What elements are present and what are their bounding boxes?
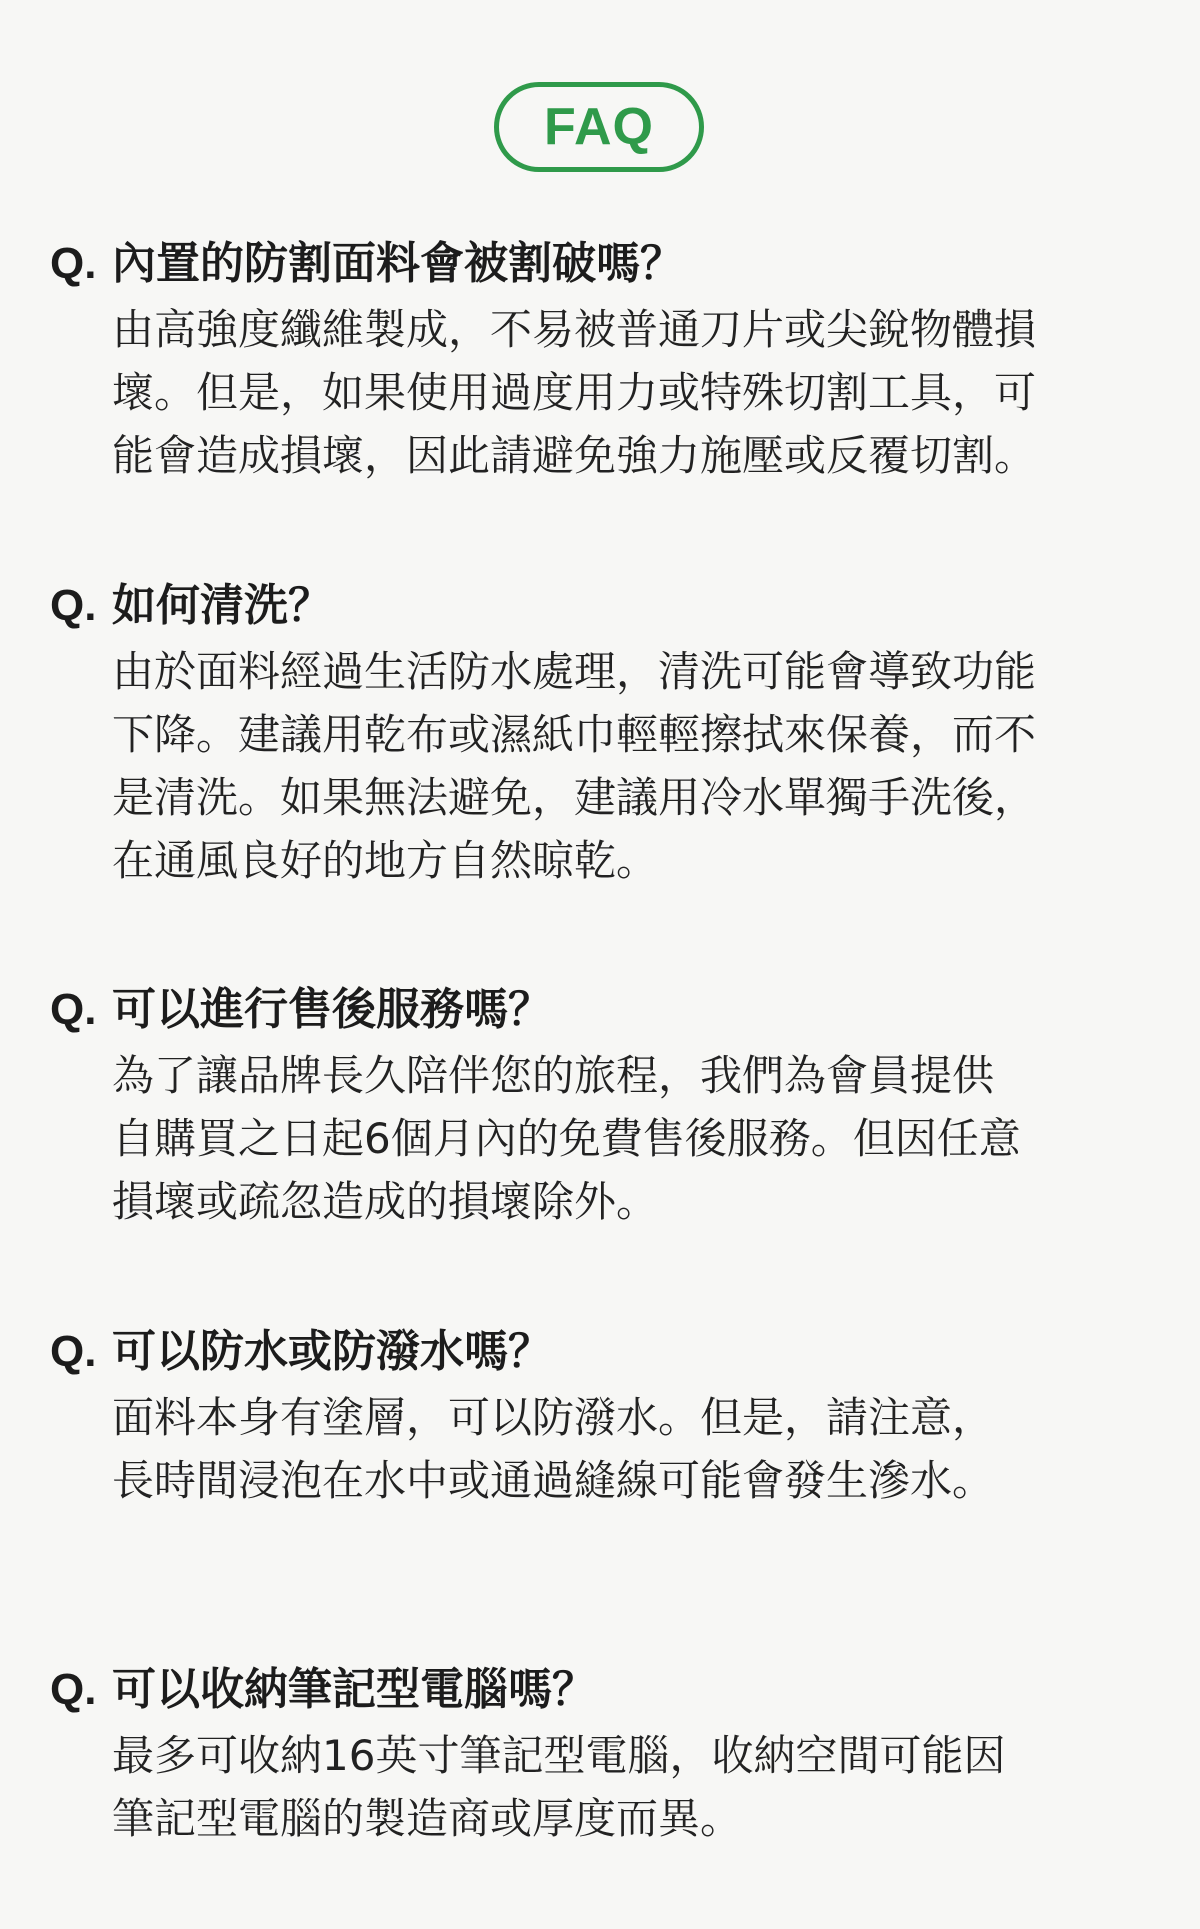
question-prefix: Q. (50, 239, 97, 288)
answer-line: 長時間浸泡在水中或通過縫線可能會發生滲水。 (112, 1456, 995, 1505)
answer-line: 最多可收納16英寸筆記型電腦，收納空間可能因 (112, 1731, 1006, 1780)
faq-item-waterproof (50, 1320, 1160, 1512)
question-text: 如何清洗？ (112, 580, 332, 631)
answer-line: 損壞或疏忽造成的損壞除外。 (112, 1177, 659, 1226)
faq-question (50, 232, 1160, 296)
faq-item-cut-resistant (50, 232, 1160, 487)
answer-line: 由高強度纖維製成，不易被普通刀片或尖銳物體損 (112, 305, 1037, 354)
faq-question (50, 1320, 1160, 1384)
answer-line: 筆記型電腦的製造商或厚度而異。 (112, 1794, 743, 1843)
answer-line: 是清洗。如果無法避免，建議用冷水單獨手洗後， (112, 773, 1037, 822)
question-text: 可以收納筆記型電腦嗎？ (112, 1664, 596, 1715)
faq-question (50, 574, 1160, 638)
answer-line: 面料本身有塗層，可以防潑水。但是，請注意， (112, 1393, 995, 1442)
faq-answer (112, 1386, 1160, 1512)
faq-question (50, 978, 1160, 1042)
faq-question (50, 1658, 1160, 1722)
faq-badge (494, 82, 704, 172)
faq-item-laptop (50, 1658, 1160, 1850)
question-prefix: Q. (50, 1665, 97, 1714)
faq-badge-label: FAQ (544, 98, 654, 156)
faq-item-cleaning (50, 574, 1160, 892)
faq-answer (112, 1724, 1160, 1850)
faq-answer (112, 298, 1160, 487)
question-prefix: Q. (50, 985, 97, 1034)
question-text: 可以進行售後服務嗎？ (112, 984, 552, 1035)
answer-line: 自購買之日起6個月內的免費售後服務。但因任意 (112, 1114, 1021, 1163)
question-prefix: Q. (50, 1327, 97, 1376)
question-text: 可以防水或防潑水嗎？ (112, 1326, 552, 1377)
faq-answer (112, 1044, 1160, 1233)
answer-line: 能會造成損壞，因此請避免強力施壓或反覆切割。 (112, 431, 1037, 480)
faq-item-after-sales (50, 978, 1160, 1233)
question-prefix: Q. (50, 581, 97, 630)
faq-answer (112, 640, 1160, 892)
answer-line: 由於面料經過生活防水處理，清洗可能會導致功能 (112, 647, 1037, 696)
question-text: 內置的防割面料會被割破嗎？ (112, 238, 684, 289)
answer-line: 壞。但是，如果使用過度用力或特殊切割工具，可 (112, 368, 1037, 417)
answer-line: 下降。建議用乾布或濕紙巾輕輕擦拭來保養，而不 (112, 710, 1037, 759)
answer-line: 為了讓品牌長久陪伴您的旅程，我們為會員提供 (112, 1051, 995, 1100)
answer-line: 在通風良好的地方自然晾乾。 (112, 836, 659, 885)
